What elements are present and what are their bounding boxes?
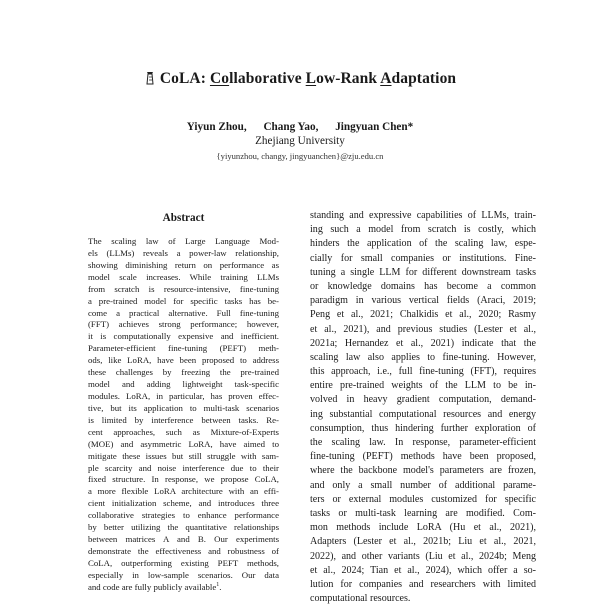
body-line: 2021a; Hernandez et al., 2021) indicate that the — [310, 337, 536, 349]
abstract-line: ods, like LoRA, have been proposed to address — [88, 355, 279, 366]
body-line: lution for companies and researchers with limited — [310, 578, 536, 590]
abstract-line: (MOE) and asymmetric LoRA, have aimed to — [88, 438, 279, 449]
title-fragment: Co — [209, 70, 230, 87]
abstract-line: these challenges by freezing the pre-trained — [88, 367, 279, 378]
title-fragment: L — [305, 70, 317, 87]
body-line: tuning a single LLM for different downstream tasks — [310, 266, 536, 278]
body-line: 2022), and other variants (Liu et al., 2024b; Meng — [310, 550, 536, 562]
body-line: this approach, i.e., full fine-tuning (FFT), requires — [310, 366, 536, 378]
abstract-line: CoLA, outperforming existing PEFT methods, — [88, 557, 279, 568]
abstract-line: els (LLMs) reveals a power-law relationship, — [88, 247, 279, 258]
paper-title — [0, 70, 600, 88]
body-line: volved in heavy gradient computation, demand- — [310, 394, 536, 406]
abstract-line: model scale increases. While training LLMs — [88, 271, 279, 282]
body-line: and only a small number of additional parame- — [310, 479, 536, 491]
abstract-heading: Abstract — [162, 212, 205, 224]
body-line: et al., 2021), and previous studies (Lester et al., — [310, 323, 536, 335]
abstract-line: ple scarcity and noise interference due to their — [88, 462, 279, 473]
abstract-line: Parameter-efficient fine-tuning (PEFT) meth- — [88, 343, 279, 354]
abstract-line: showing diminishing return on performance as — [88, 259, 279, 270]
body-line: computational resources. — [310, 593, 411, 605]
body-line: where the backbone model's parameters are frozen, — [310, 465, 536, 477]
body-line: ing substantial computational resources and energy — [310, 408, 536, 420]
abstract-line: it is computationally expensive and inefficient. — [88, 331, 279, 342]
abstract-line: fixed structure. In response, we propose CoLA, — [88, 474, 279, 485]
abstract-line: The scaling law of Large Language Mod- — [88, 236, 279, 246]
abstract-line: a more flexible LoRA architecture with an effi- — [88, 486, 279, 497]
author-emails: {yiyunzhou, changy, jingyuanchen}@zju.edu.cn — [216, 151, 384, 161]
abstract-line: tive, but its application to multi-task scenarios — [88, 402, 279, 413]
abstract-line: a pre-trained model for specific tasks has be- — [88, 295, 279, 306]
author-name: Jingyuan Chen* — [335, 121, 414, 133]
body-line: et al., 2024; Tian et al., 2024), which offer a so- — [310, 564, 536, 576]
body-line: Adapters (Lester et al., 2021b; Liu et al., 2021, — [310, 536, 536, 548]
title-fragment: llaborative — [229, 70, 306, 87]
body-line: cially for small companies or institutions. Fine- — [310, 252, 536, 264]
abstract-line: especially in low-sample scenarios. Our data — [88, 569, 279, 580]
body-line: ters or external modules customized for specific — [310, 493, 536, 505]
body-line: ing such a model from scratch is costly, which — [310, 224, 536, 236]
body-line: hinders the application of the scaling law, espe- — [310, 238, 536, 250]
author-list — [0, 121, 600, 133]
body-line: the scaling law. In response, parameter-efficient — [310, 437, 536, 448]
body-line: consumption, thus hindering further exploration of — [310, 422, 536, 434]
abstract-line: (FFT) achieves strong performance; however, — [88, 319, 279, 330]
title-fragment: CoLA: — [159, 70, 210, 87]
cola-logo-icon — [144, 71, 156, 85]
body-line: tasks or multi-task learning are modified. Com- — [310, 507, 536, 519]
abstract-line: from scratch is resource-intensive, fine-tuning — [88, 283, 279, 294]
body-text-column — [310, 209, 536, 606]
footnote-marker: 1 — [216, 581, 220, 588]
title-fragment: ow-Rank — [316, 70, 381, 87]
abstract-line: by better utilizing the quantitative relationships — [88, 522, 279, 533]
body-line: scaling law also applies to fine-tuning. However, — [310, 351, 536, 363]
body-line: or knowledge domains has become a common — [310, 280, 536, 292]
abstract-line: demonstrate the effectiveness and robustness of — [88, 545, 279, 556]
body-line: mon methods include LoRA (Hu et al., 2021), — [310, 522, 536, 534]
body-line: entire pre-trained weights of the LLM to be in- — [310, 380, 536, 392]
title-fragment: A — [380, 70, 392, 87]
body-line: standing and expressive capabilities of LLMs, train- — [310, 210, 536, 221]
title-fragment: daptation — [391, 70, 457, 87]
abstract-line: model and adding lightweight task-specific — [88, 379, 279, 390]
abstract-line: and code are fully publicly available$^1$. — [88, 581, 222, 592]
abstract-line: between matrices A and B. Our experiments — [88, 534, 279, 545]
author-name: Yiyun Zhou, — [186, 121, 247, 133]
body-line: fine-tuning (PEFT) methods have been proposed, — [310, 451, 536, 463]
affiliation: Zhejiang University — [255, 135, 345, 147]
abstract-line: cent approaches, such as Mixture-of-Experts — [88, 426, 279, 437]
abstract-line: modules. LoRA, in particular, has proven effec- — [88, 390, 279, 401]
body-line: paradigm in various vertical fields (Araci, 2019; — [310, 295, 536, 307]
abstract-line: collaborative strategies to enhance performance — [88, 510, 279, 521]
title-text — [160, 70, 456, 87]
abstract-line: mitigate these issues but still struggle with sam- — [88, 450, 279, 461]
abstract-line: cient initialization scheme, and introduces three — [88, 498, 279, 509]
body-line: Peng et al., 2021; Chalkidis et al., 2020; Rasmy — [310, 309, 536, 321]
abstract-text — [88, 236, 279, 594]
abstract-line: is limited by interference between tasks. Re- — [88, 414, 279, 425]
author-name: Chang Yao, — [263, 121, 319, 133]
abstract-line: come a practical alternative. Full fine-tuning — [88, 307, 279, 318]
